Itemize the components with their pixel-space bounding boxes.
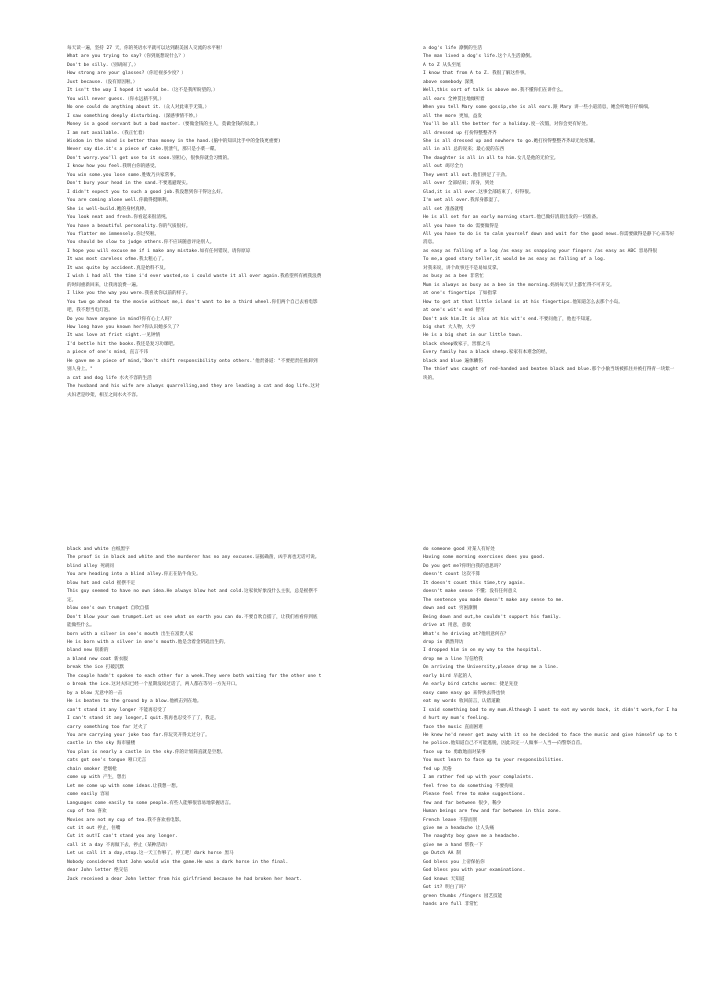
text-line: I hope you will excuse me if i make any mistake.如有任何错误，请你原谅 — [67, 248, 251, 254]
text-line: blind alley 死胡同 — [67, 563, 114, 569]
text-line: French leave 不辞而别 — [423, 817, 478, 823]
text-line: You have a beautiful personality.你的气质很好。 — [67, 223, 191, 229]
text-line: all dressed up 打扮得整整齐齐 — [423, 130, 497, 136]
text-line: break the ice 打破沉默 — [67, 665, 125, 671]
text-line: Let us call it a day,stop.这一天工作够了，停工吧！dark horse 黑马 — [67, 851, 234, 857]
text-line: can't stand it any longer 不能再忍受了 — [67, 707, 167, 713]
text-line: No one could do anything about it.（众人对此束手无策。） — [67, 105, 210, 111]
text-line: How to get at that little island is at his fingertips.他知道怎么去那个小岛。 — [423, 299, 623, 305]
text-line: Let me come up with some ideas.让我想一想。 — [67, 783, 181, 789]
text-line: Movies are not my cup of tea.我不喜欢看电影。 — [67, 817, 184, 823]
text-line: Money is a good servant but a bad master.（要做金钱的主人，莫做金钱的奴隶。） — [67, 122, 261, 128]
text-line: bland new 崭新的 — [67, 648, 109, 654]
text-line: drop in 偶然拜访 — [423, 639, 464, 645]
text-line: They went all out.他们拼足了干劲。 — [423, 172, 510, 178]
text-line: Mum is always as busy as a bee in the morning.妈妈每天早上都忙得不可开交。 — [423, 282, 615, 288]
text-line: The man lived a dog's life.这个人生活潦倒。 — [423, 54, 535, 60]
text-line: He is born with a silver in one's mouth.他是含着金钥匙出生的。 — [67, 639, 229, 645]
text-line: eat my words 收回前言，认错道歉 — [423, 699, 501, 705]
text-line: big shot 大人物，大亨 — [423, 324, 476, 330]
text-line: Don't ask him.It is also at his wit's end.不要问他了，他也不知道。 — [423, 316, 595, 322]
text-line: few and far between 很少，稀少 — [423, 800, 502, 806]
text-line: cup of tea 喜欢 — [67, 809, 107, 815]
text-line: do someone good 对某人有好处 — [423, 547, 495, 552]
text-line: The proof is in black and white and the murderer has no any excuses.证据确凿，凶手再也无话可说。 — [67, 555, 320, 561]
text-line: The thief was caught of red-handed and beaten black and blue.那个小偷当场被抓住并被打得青一块紫一块的。 — [423, 367, 675, 381]
text-line: hands are full 非常忙 — [423, 902, 479, 908]
text-line: You are heading into a blind alley.你正在钻牛角尖。 — [67, 572, 201, 578]
text-line: call it a day 不再做下去，停止（某种活动） — [67, 842, 171, 848]
text-line: I'd bettle hit the books.我还是复习功课吧。 — [67, 341, 178, 347]
text-line: It was love at frist sight.一见钟情 — [67, 333, 161, 339]
text-line: I didn't expect you to such a good job.我没想到你干得这么好。 — [67, 189, 226, 195]
text-line: I am rather fed up with your complaints. — [423, 775, 534, 781]
text-line: The naughty boy gave me a headache. — [423, 834, 520, 840]
text-line: You'll be all the better for a holiday.度一次假，对你会更有好处。 — [423, 122, 591, 128]
text-line: a piece of one's mind，直言不讳 — [67, 350, 149, 356]
text-line: drive at 用意，意欲 — [423, 623, 471, 629]
text-line: You will never guess.（你永远猜不到。） — [67, 96, 165, 102]
text-line: by a blow 无意中的一击 — [67, 690, 123, 696]
text-line: blow one's own trumpet 自吹自擂 — [67, 606, 149, 612]
text-line: He is a big shot in our little town. — [423, 333, 523, 339]
text-line: It doesn't count this time,try again. — [423, 580, 526, 586]
text-line: This guy seemed to have no own idea.He always blow hot and cold.这家伙好象没什么主张，总是摇摆不定。 — [67, 589, 318, 603]
text-line: face the music 直面困难 — [423, 724, 483, 730]
text-line: as easy as falling of a log /as easy as snapping your fingers /as easy as ABC 容易得很 — [423, 248, 658, 254]
text-line: He is all set for an early morning start.他已做好清晨出发的一切准备。 — [423, 215, 601, 221]
text-line: Glad,it is all over.这事全部结束了，好得很。 — [423, 189, 534, 195]
text-line: Don't blow your own trumpet.Let us see what on earth you can do.不要自吹自擂了，让我们看看你到底能做些什么。 — [67, 614, 318, 629]
text-line: You are carrying your joke too far.你玩笑开得太过分了。 — [67, 732, 210, 738]
text-line: How long have you known her?你认识她多久了？ — [67, 324, 182, 330]
text-line: You plan is nearly a castle in the sky.你的计划简直就是空想。 — [67, 749, 226, 755]
text-line: I'm wet all over.我浑身都湿了。 — [423, 198, 503, 204]
text-line: born with a silver in one's mouth 出生在富贵人家 — [67, 631, 194, 637]
text-line: Well,this sort of talk is above me.我不懂你们在讲什么。 — [423, 88, 566, 94]
text-line: I can't stand it any longer,I quit.我再也忍受不了了，我走。 — [67, 716, 219, 722]
text-line: a dog's life 潦倒的生活 — [423, 46, 482, 51]
text-line: 对我来说，讲个故事还不是易如反掌。 — [423, 265, 502, 271]
text-line: The couple hadn't spoken to each other for a week.They were both waiting for the other one to break the ice.这对夫妇已经一个星期没说过话了，两人都在等另一方先开口。 — [67, 673, 322, 688]
text-line: I dropped him in on my way to the hospital. — [423, 648, 542, 654]
text-line: all in all 总的说来；最心爱的东西 — [423, 147, 504, 153]
text-line: black sheep败家子，害群之马 — [423, 341, 491, 347]
text-line: He gave me a piece of mind,'Don't shift responsibility onto others.'他责备道："不要把责任推卸到别人身上。" — [67, 358, 318, 373]
text-line: Human beings are few and far between in this zone. — [423, 809, 562, 815]
text-line: Don't be silly.（别胡闹了。） — [67, 62, 139, 68]
text-line: at one's wit's end 智穷 — [423, 308, 485, 314]
text-line: He knew he'd never get away with it so he decided to face the music and give himself up to the police.他知道自己不可能逃脱，因此决定一人做事一人当——向警察自首。 — [423, 732, 678, 747]
text-line: I am not available.（我正忙着） — [67, 130, 148, 136]
text-line: I said something bad to my mum.Although I want to eat my words back, it didn't work,for I had hurt my mum's feeling. — [423, 707, 678, 722]
text-line: give me a hand 帮我一下 — [423, 842, 483, 848]
text-line: What are you trying to say?（你到底想说什么？） — [67, 54, 188, 60]
text-line: You win some.you lose some.胜败乃兵家常事。 — [67, 172, 179, 178]
text-line: Jack received a dear John letter from his girlfriend because he had broken her heart. — [67, 876, 303, 882]
text-line: You two go ahead to the movie without me,i don't want to be a third wheel.你们两个自己去看电影吧，我不想当电灯泡。 — [67, 299, 318, 314]
text-line: easy come easy go 来得快去得也快 — [423, 690, 505, 696]
text-line: all over 全部结束；浑身，到处 — [423, 181, 494, 187]
text-line: 每天读一遍，坚持 27 天，你的英语水平就可以达到跟美国人交流的水平啦！ — [67, 46, 226, 51]
text-line: What's he driving at?他用意何在？ — [423, 631, 509, 637]
top-left-column — [67, 45, 322, 400]
text-line: She is all dressed up and nowhere to go.她打扮得整整齐齐却无处炫耀。 — [423, 138, 598, 144]
text-line: She is well-build.她的身材真棒。 — [67, 206, 149, 212]
text-line: feel free to do something 不要拘束 — [423, 783, 514, 789]
text-line: You flatter me immensely.你过奖啦。 — [67, 231, 160, 237]
text-line: all the more 更加，益发 — [423, 113, 482, 119]
text-line: above somebody 深奥 — [423, 79, 474, 85]
text-line: God bless you with your examinations. — [423, 868, 526, 874]
text-line: The sentence you made doesn't make any sense to me. — [423, 597, 565, 603]
text-line: Got it? 明白了吗？ — [423, 885, 469, 891]
text-line: doesn't count 这次不算 — [423, 572, 481, 578]
text-line: give me a headache 让人头痛 — [423, 825, 494, 831]
text-line: drop me a line 写信给我 — [423, 656, 483, 662]
text-line: black and white 白纸黑字 — [67, 547, 130, 552]
text-line: It was most careless ofme.我太粗心了。 — [67, 257, 167, 263]
text-line: cats got one's tongue 哑口无言 — [67, 758, 147, 764]
text-line: A to Z 从头至尾 — [423, 62, 461, 68]
text-line: I know that from A to Z. 我很了解这件事。 — [423, 71, 529, 77]
bottom-left-column — [67, 546, 322, 884]
text-line: All you have to do is to calm yourself down and wait for the good news.你需要做得是静下心来等好消息。 — [423, 231, 675, 246]
text-line: Nobody considered that John would win the game.He was a dark horse in the final. — [67, 859, 289, 865]
text-line: The daughter is all in all to him.女儿是他的无价宝。 — [423, 155, 559, 161]
text-line: come easily 容易 — [67, 792, 110, 798]
text-line: at one's fingertips 了如指掌 — [423, 291, 497, 297]
text-line: Never say die.it's a piece of cake.别泄气，那只是小菜一碟。 — [67, 147, 219, 153]
text-line: fed up 厌倦 — [423, 766, 452, 772]
text-line: I know how you feel.我明白你的感受。 — [67, 164, 160, 170]
text-line: You look neat and fresh.你看起来很清纯。 — [67, 215, 171, 221]
text-line: castle in the sky 海市蜃楼 — [67, 741, 136, 747]
text-line: cut it out 停止，住嘴 — [67, 825, 121, 831]
text-line: God bless you 上帝保佑你 — [423, 859, 485, 865]
text-line: Don't worry.you'll get use to it soon.别担心，很快你就会习惯的。 — [67, 155, 232, 161]
text-line: all set 准备就绪 — [423, 206, 464, 212]
text-line: doesn't make sense 不懂；没有任何意义 — [423, 589, 517, 595]
text-line: Cut it out!I can't stand you any longer. — [67, 834, 178, 840]
text-line: When you tell Mary some gossip,she is all ears.跟 Mary 讲一些小道消息，她会听地仔仔细细。 — [423, 105, 653, 111]
text-line: I like you the way you were.我喜欢你以前的样子。 — [67, 291, 191, 297]
text-line: all out 竭尽全力 — [423, 164, 464, 170]
text-line: go Dutch AA 制 — [423, 851, 461, 857]
text-line: He is beaten to the ground by a blow.他被击到在地。 — [67, 699, 202, 705]
text-line: Every family has a black sheep.家家有本难念的经。 — [423, 350, 551, 356]
text-line: all you have to do 需要做得是 — [423, 223, 499, 229]
text-line: I wish i had all the time i'd ever wasted,so i could waste it all over again.我希望所有被我浪费的时间重新回来，让我再浪费一遍。 — [67, 274, 322, 288]
text-line: You should be slow to judge others.你不应该随意评论别人。 — [67, 240, 215, 246]
text-line: I saw something deeply disturbing.（深感事情不妙。） — [67, 113, 201, 119]
text-line: come up with 产生，想出 — [67, 775, 126, 781]
text-line: Just because.（没有原因啦。） — [67, 79, 138, 85]
text-line: You are coming alone well.你做得挺顺利。 — [67, 198, 172, 204]
text-line: face up to 勇敢地面对某事 — [423, 749, 486, 755]
text-line: a cat and dog life 水火不容的生活 — [67, 375, 152, 381]
text-line: dear John letter 绝交信 — [67, 868, 128, 874]
text-line: down and out 穷困潦倒 — [423, 606, 478, 612]
text-line: Please feel free to make suggestions. — [423, 792, 526, 798]
text-line: It was quite by accident.真是始料不及。 — [67, 265, 169, 271]
text-line: God knows 天知道 — [423, 876, 465, 882]
text-line: You must learn to face up to your responsibilities. — [423, 758, 565, 764]
text-line: Do you have anyone in mind?你有心上人吗？ — [67, 316, 174, 322]
bottom-right-column — [423, 546, 678, 909]
text-line: early bird 早起的人 — [423, 673, 472, 679]
text-line: Having some morning exercises does you good. — [423, 555, 545, 561]
text-line: carry something too far 过火了 — [67, 724, 148, 730]
text-line: The husband and his wife are always quarrelling,and they are leading a cat and dog life.这对夫妇老是吵架，相互之间水火不容。 — [67, 384, 320, 398]
text-line: Don't bury your head in the sand.不要逃避现实。 — [67, 181, 191, 187]
text-line: all ears 全神贯注地倾听着 — [423, 96, 485, 102]
text-line: An early bird catchs worms：捷足先登 — [423, 682, 518, 688]
text-line: Being down and out,he couldn't support his family. — [423, 614, 562, 620]
text-line: green thumbs /fingers 园艺技能 — [423, 893, 503, 899]
text-line: chain smoker 老烟枪 — [67, 766, 117, 772]
text-line: Do you get me?你明白我的意思吗？ — [423, 563, 504, 569]
text-line: How strong are your glasses?（你近视多少度？） — [67, 71, 186, 77]
text-line: blow hot and cold 摇摆不定 — [67, 580, 136, 586]
text-line: black and blue 遍体鳞伤 — [423, 358, 483, 364]
text-line: a bland new coat 新衣服 — [67, 656, 128, 662]
text-line: Wisdom in the mind is better than money in the hand.(脑中的知识比手中的金钱更重要) — [67, 138, 281, 144]
text-line: It isn't the way I hoped it would be.（这不是我所盼望的。） — [67, 88, 218, 94]
text-line: On arriving the University,please drop me a line. — [423, 665, 559, 671]
text-line: as busy as a bee 非常忙 — [423, 274, 484, 280]
top-right-column — [423, 45, 678, 383]
text-line: Languages come easily to some people.有些人能够很容易地掌握语言。 — [67, 800, 234, 806]
text-line: To me,a good story teller,it would be as easy as falling of a log. — [423, 257, 606, 263]
